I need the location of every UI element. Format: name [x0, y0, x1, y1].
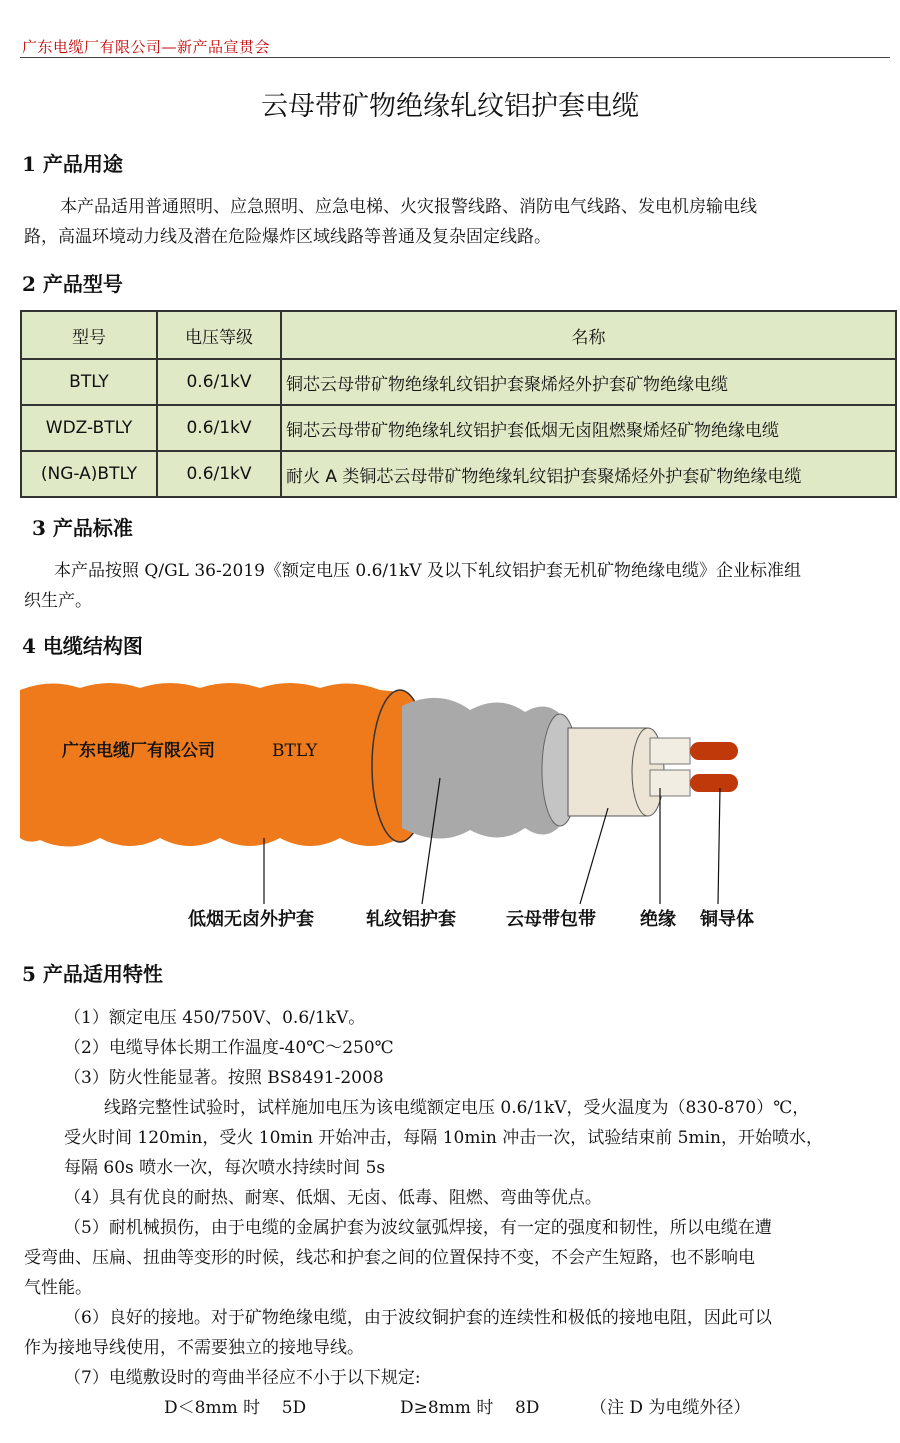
feature-5-line-1: （5）耐机械损伤，由于电缆的金属护套为波纹氩弧焊接，有一定的强度和韧性，所以电缆在遭: [64, 1218, 772, 1238]
model-table-header: 型号: [21, 311, 157, 359]
label-aluminum-sheath: 轧纹铝护套: [366, 909, 456, 930]
feature-4: （4）具有优良的耐热、耐寒、低烟、无卤、低毒、阻燃、弯曲等优点。: [64, 1188, 602, 1208]
insulation-core-2: [650, 770, 690, 796]
feature-6-line-1: （6）良好的接地。对于矿物绝缘电缆，由于波纹铜护套的连续性和极低的接地电阻，因此可以: [64, 1308, 772, 1328]
label-outer-sheath: 低烟无卤外护套: [188, 909, 314, 930]
section-1-text-line-1: 本产品适用普通照明、应急照明、应急电梯、火灾报警线路、消防电气线路、发电机房输电线: [60, 197, 757, 217]
cable-print-model: BTLY: [272, 741, 318, 761]
feature-7-rule-large: D≥8mm 时 8D: [400, 1398, 540, 1418]
section-1-text-line-2: 路，高温环境动力线及潜在危险爆炸区域线路等普通及复杂固定线路。: [24, 227, 551, 247]
section-3-heading: 3 产品标准: [32, 516, 133, 540]
model-table-header-row: [21, 311, 896, 359]
feature-5-line-2: 受弯曲、压扁、扭曲等变形的时候，线芯和护套之间的位置保持不变，不会产生短路，也不影响电: [24, 1248, 755, 1268]
table-row: [21, 451, 896, 497]
feature-1: （1）额定电压 450/750V、0.6/1kV。: [64, 1008, 366, 1028]
feature-2: （2）电缆导体长期工作温度-40℃～250℃: [64, 1038, 394, 1058]
section-1-heading: 1 产品用途: [22, 152, 123, 176]
pointer-line: [580, 808, 608, 904]
feature-3-line-1: 线路完整性试验时，试样施加电压为该电缆额定电压 0.6/1kV，受火温度为（830-870）℃，: [104, 1098, 810, 1118]
feature-3: （3）防火性能显著。按照 BS8491-2008: [64, 1068, 384, 1088]
label-insulation: 绝缘: [640, 909, 676, 930]
feature-5-line-3: 气性能。: [24, 1278, 92, 1298]
table-row: [21, 359, 896, 405]
section-2-heading: 2 产品型号: [22, 272, 123, 296]
name-cell: 铜芯云母带矿物绝缘轧纹铝护套低烟无卤阻燃聚烯烃矿物绝缘电缆: [281, 405, 896, 451]
section-3-text-line-1: 本产品按照 Q/GL 36-2019《额定电压 0.6/1kV 及以下轧纹铝护套无机矿物绝缘电缆》企业标准组: [54, 561, 801, 581]
label-mica-tape: 云母带包带: [506, 909, 596, 930]
feature-7: （7）电缆敷设时的弯曲半径应不小于以下规定:: [64, 1368, 421, 1388]
model-cell: (NG-A)BTLY: [21, 451, 157, 497]
copper-conductor-2: [690, 774, 738, 792]
feature-3-line-3: 每隔 60s 喷水一次，每次喷水持续时间 5s: [64, 1158, 386, 1178]
model-table-header: 名称: [281, 311, 896, 359]
model-cell: BTLY: [21, 359, 157, 405]
header-company-line: 广东电缆厂有限公司—新产品宣贯会: [22, 38, 271, 56]
model-cell: WDZ-BTLY: [21, 405, 157, 451]
voltage-cell: 0.6/1kV: [157, 451, 281, 497]
feature-6-line-2: 作为接地导线使用，不需要独立的接地导线。: [24, 1338, 364, 1358]
section-4-heading: 4 电缆结构图: [22, 634, 143, 658]
model-table: [20, 310, 897, 498]
cable-print-company: 广东电缆厂有限公司: [62, 741, 215, 761]
label-copper-conductor: 铜导体: [700, 909, 754, 930]
cable-structure-diagram: [20, 678, 880, 940]
pointer-line: [718, 788, 720, 904]
insulation-core-1: [650, 738, 690, 764]
name-cell: 耐火 A 类铜芯云母带矿物绝缘轧纹铝护套聚烯烃外护套矿物绝缘电缆: [281, 451, 896, 497]
model-table-header: 电压等级: [157, 311, 281, 359]
feature-7-note: （注 D 为电缆外径）: [590, 1398, 751, 1418]
header-divider: [20, 57, 890, 58]
name-cell: 铜芯云母带矿物绝缘轧纹铝护套聚烯烃外护套矿物绝缘电缆: [281, 359, 896, 405]
feature-3-line-2: 受火时间 120min，受火 10min 开始冲击，每隔 10min 冲击一次，试验结束前 5min，开始喷水，: [64, 1128, 823, 1148]
section-5-heading: 5 产品适用特性: [22, 962, 163, 986]
voltage-cell: 0.6/1kV: [157, 405, 281, 451]
sheath-shape: [20, 683, 400, 847]
feature-7-rule-small: D＜8mm 时 5D: [164, 1398, 307, 1418]
voltage-cell: 0.6/1kV: [157, 359, 281, 405]
aluminum-sheath-shape: [402, 698, 560, 839]
page-title: 云母带矿物绝缘轧纹铝护套电缆: [261, 91, 639, 122]
table-row: [21, 405, 896, 451]
copper-conductor-1: [690, 742, 738, 760]
section-3-text-line-2: 织生产。: [24, 591, 92, 611]
